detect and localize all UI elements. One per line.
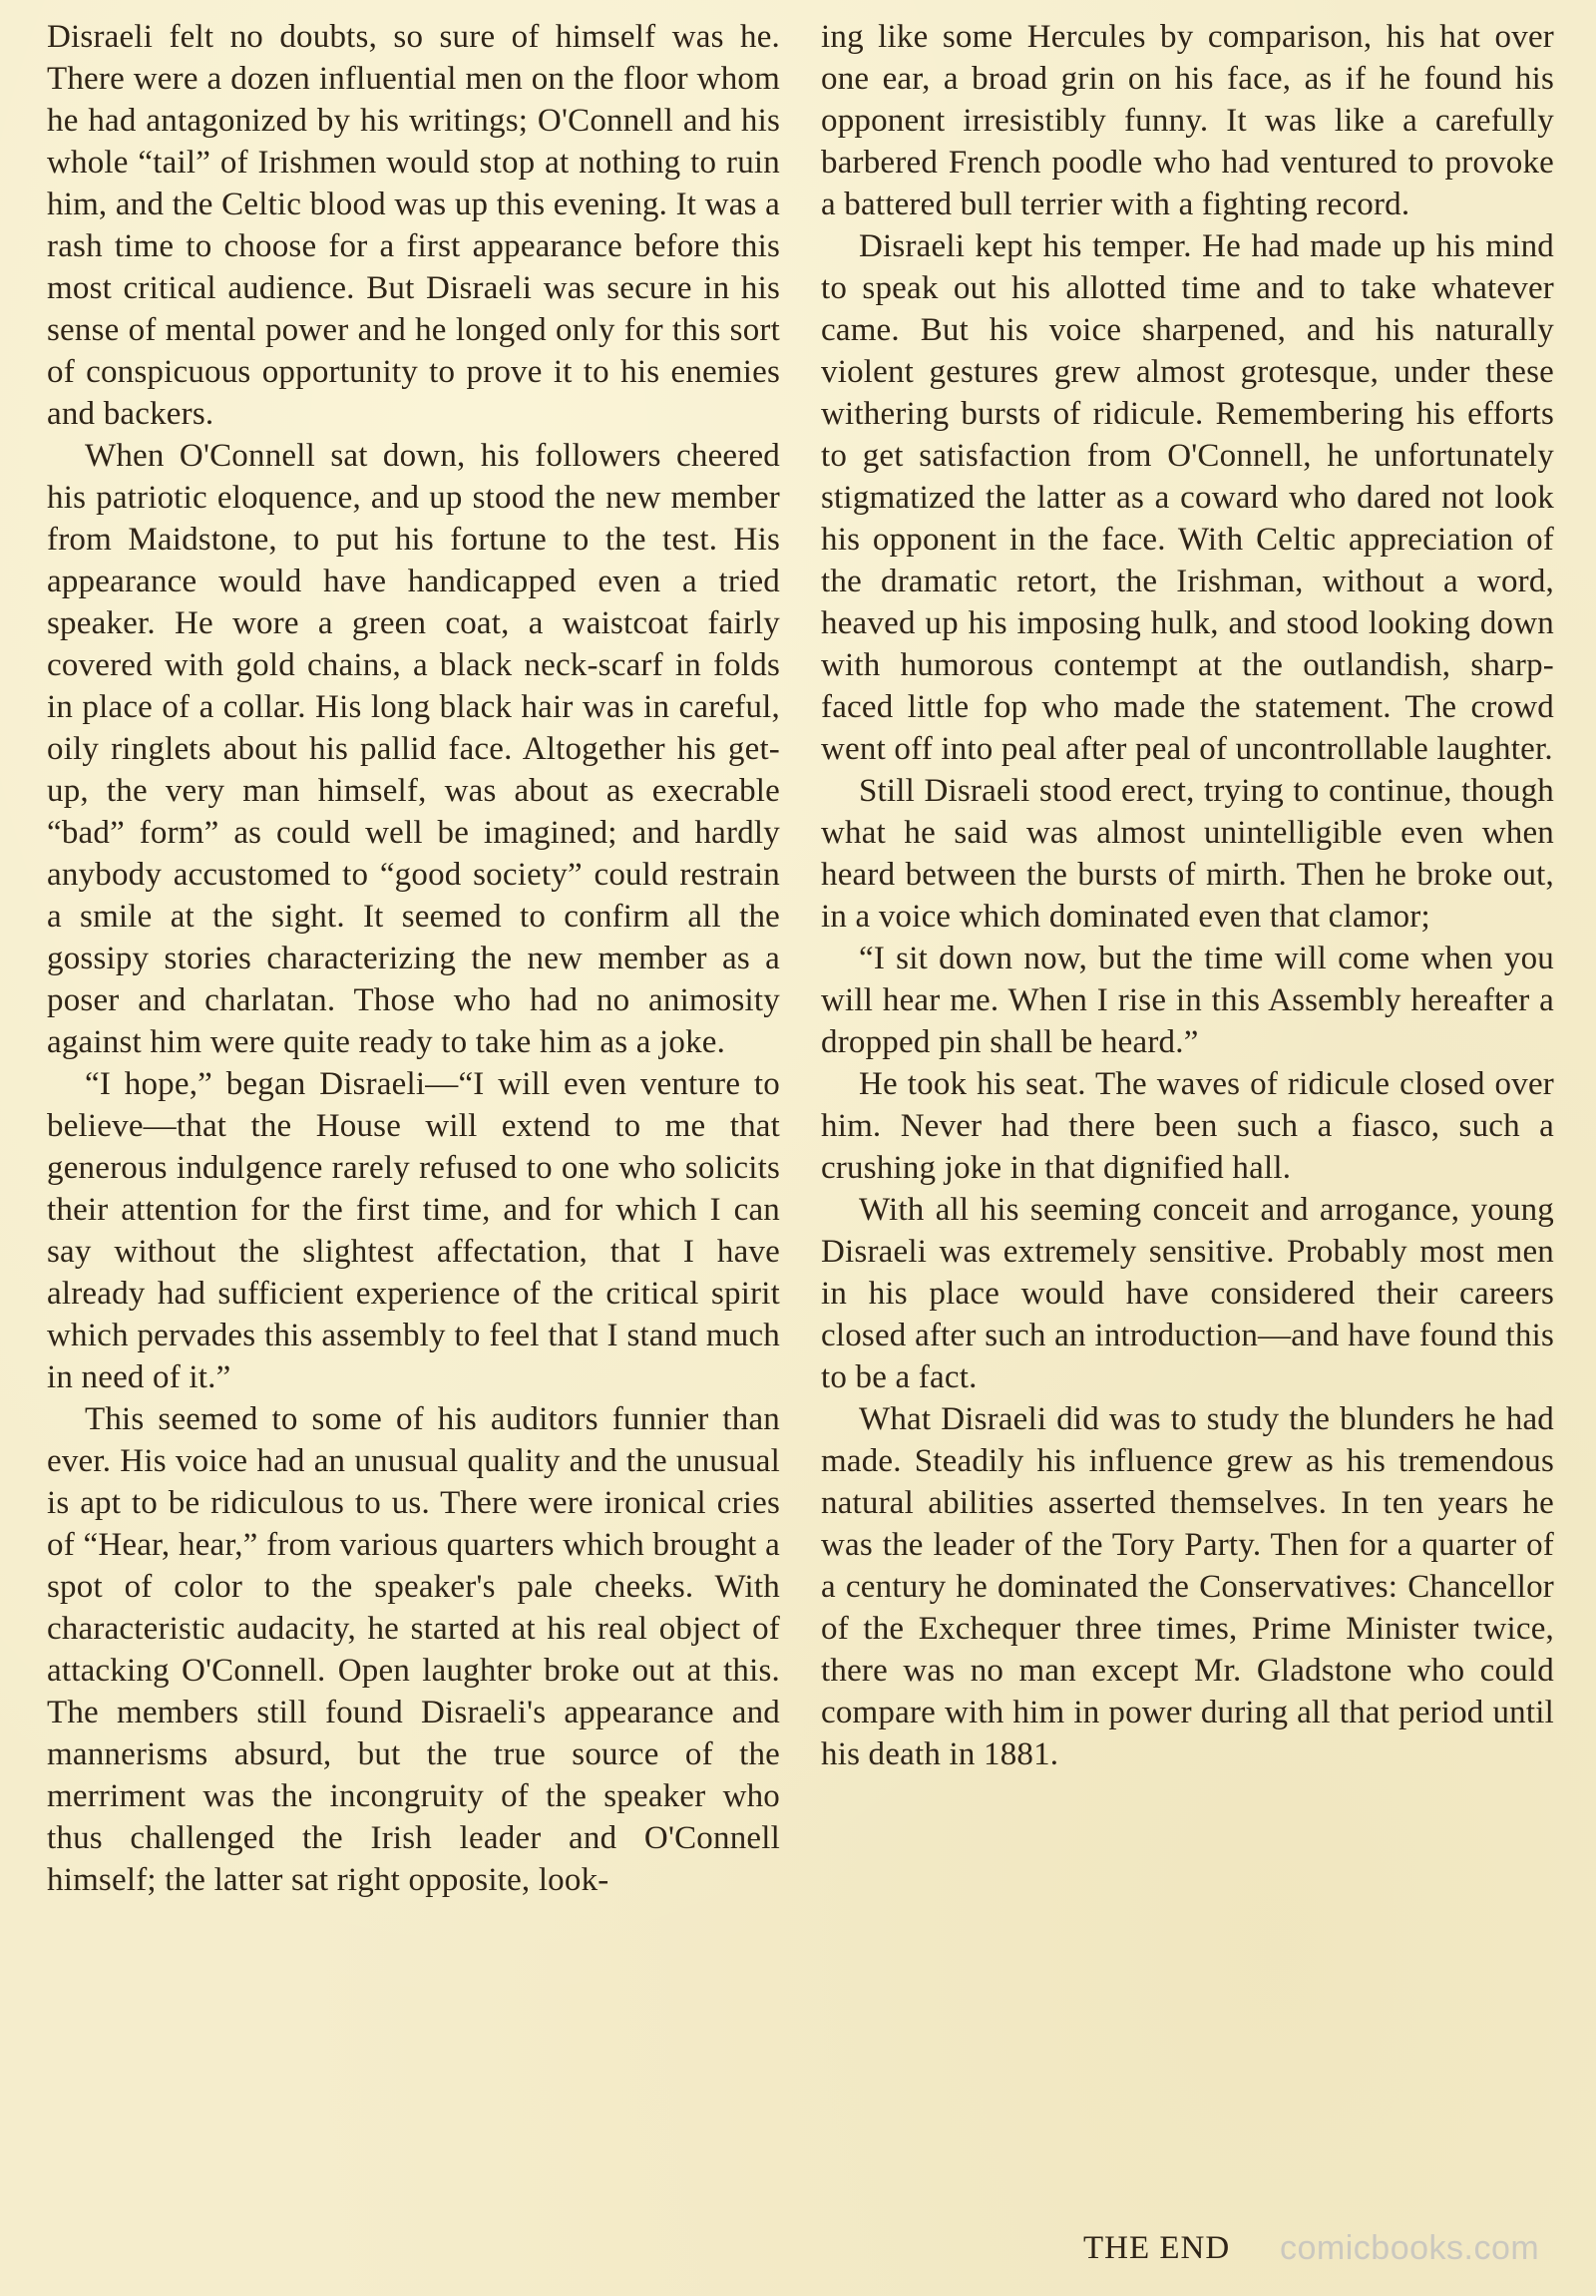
- left-text-column: [47, 16, 780, 1901]
- right-text-column: [821, 16, 1554, 1775]
- site-watermark: comicbooks.com: [1280, 2229, 1540, 2267]
- the-end-label: THE END: [1083, 2230, 1231, 2266]
- paragraph-oconnell-sat-down: When O'Connell sat down, his followers cheered his patriotic eloquence, and up stood the new member from Maidstone, to put his fortune to the test. His appearance would have handicapped even a tried speaker. He wore a green coat, a waistcoat fairly covered with gold chains, a black neck-scarf in folds in place of a collar. His long black hair was in careful, oily ringlets about his pallid face. Altogether his get-up, the very man himself, was about as execrable “bad” form” as could well be imagined; and hardly anybody accustomed to “good society” could restrain a smile at the sight. It seemed to confirm all the gossipy stories characterizing the new member as a poser and charlatan. Those who had no animosity against him were quite ready to take him as a joke.: [47, 438, 780, 1060]
- paragraph-stood-erect: Still Disraeli stood erect, trying to continue, though what he said was almost unintelligible even when heard between the bursts of mirth. Then he broke out, in a voice which dominated even that clamor;: [821, 773, 1554, 935]
- paragraph-study-blunders: What Disraeli did was to study the blunders he had made. Steadily his influence grew as his tremendous natural abilities asserted themselves. In ten years he was the leader of the Tory Party. Then for a quarter of a century he dominated the Conservatives: Chancellor of the Exchequer three times, Prime Minister twice, there was no man except Mr. Gladstone who could compare with him in power during all that period until his death in 1881.: [821, 1401, 1554, 1772]
- paragraph-seeming-conceit: With all his seeming conceit and arrogance, young Disraeli was extremely sensitive. Probably most men in his place would have considered their careers closed after such an introduction—and have found this to be a fact.: [821, 1192, 1554, 1395]
- paragraph-funnier-than-ever: This seemed to some of his auditors funnier than ever. His voice had an unusual quality and the unusual is apt to be ridiculous to us. There were ironical cries of “Hear, hear,” from various quarters which brought a spot of color to the speaker's pale cheeks. With characteristic audacity, he started at his real object of attacking O'Connell. Open laughter broke out at this. The members still found Disraeli's appearance and mannerisms absurd, but the true source of the merriment was the incongruity of the speaker who thus challenged the Irish leader and O'Connell himself; the latter sat right opposite, look-: [47, 1401, 780, 1898]
- paragraph-disraeli-no-doubts: Disraeli felt no doubts, so sure of himself was he. There were a dozen influential men on the floor whom he had antagonized by his writings; O'Connell and his whole “tail” of Irishmen would stop at nothing to ruin him, and the Celtic blood was up this evening. It was a rash time to choose for a first appearance before this most critical audience. But Disraeli was secure in his sense of mental power and he longed only for this sort of conspicuous opportunity to prove it to his enemies and backers.: [47, 19, 780, 432]
- paragraph-sit-down-now-quote: “I sit down now, but the time will come when you will hear me. When I rise in this Assembly hereafter a dropped pin shall be heard.”: [821, 941, 1554, 1060]
- paragraph-i-hope-speech: “I hope,” began Disraeli—“I will even venture to believe—that the House will extend to me that generous indulgence rarely refused to one who solicits their attention for the first time, and for which I can say without the slightest affectation, that I have already had sufficient experience of the critical spirit which pervades this assembly to feel that I stand much in need of it.”: [47, 1066, 780, 1395]
- paragraph-hercules-comparison: ing like some Hercules by comparison, his hat over one ear, a broad grin on his face, as if he found his opponent irresistibly funny. It was like a carefully barbered French poodle who had ventured to provoke a battered bull terrier with a fighting record.: [821, 19, 1554, 222]
- paragraph-kept-temper: Disraeli kept his temper. He had made up his mind to speak out his allotted time and to take whatever came. But his voice sharpened, and his naturally violent gestures grew almost grotesque, under these withering bursts of ridicule. Remembering his efforts to get satisfaction from O'Connell, he unfortunately stigmatized the latter as a coward who dared not look his opponent in the face. With Celtic appreciation of the dramatic retort, the Irishman, without a word, heaved up his imposing hulk, and stood looking down with humorous contempt at the outlandish, sharp-faced little fop who made the statement. The crowd went off into peal after peal of uncontrollable laughter.: [821, 228, 1554, 767]
- paragraph-took-his-seat: He took his seat. The waves of ridicule closed over him. Never had there been such a fiasco, such a crushing joke in that dignified hall.: [821, 1066, 1554, 1186]
- ending-line: [821, 2226, 1554, 2270]
